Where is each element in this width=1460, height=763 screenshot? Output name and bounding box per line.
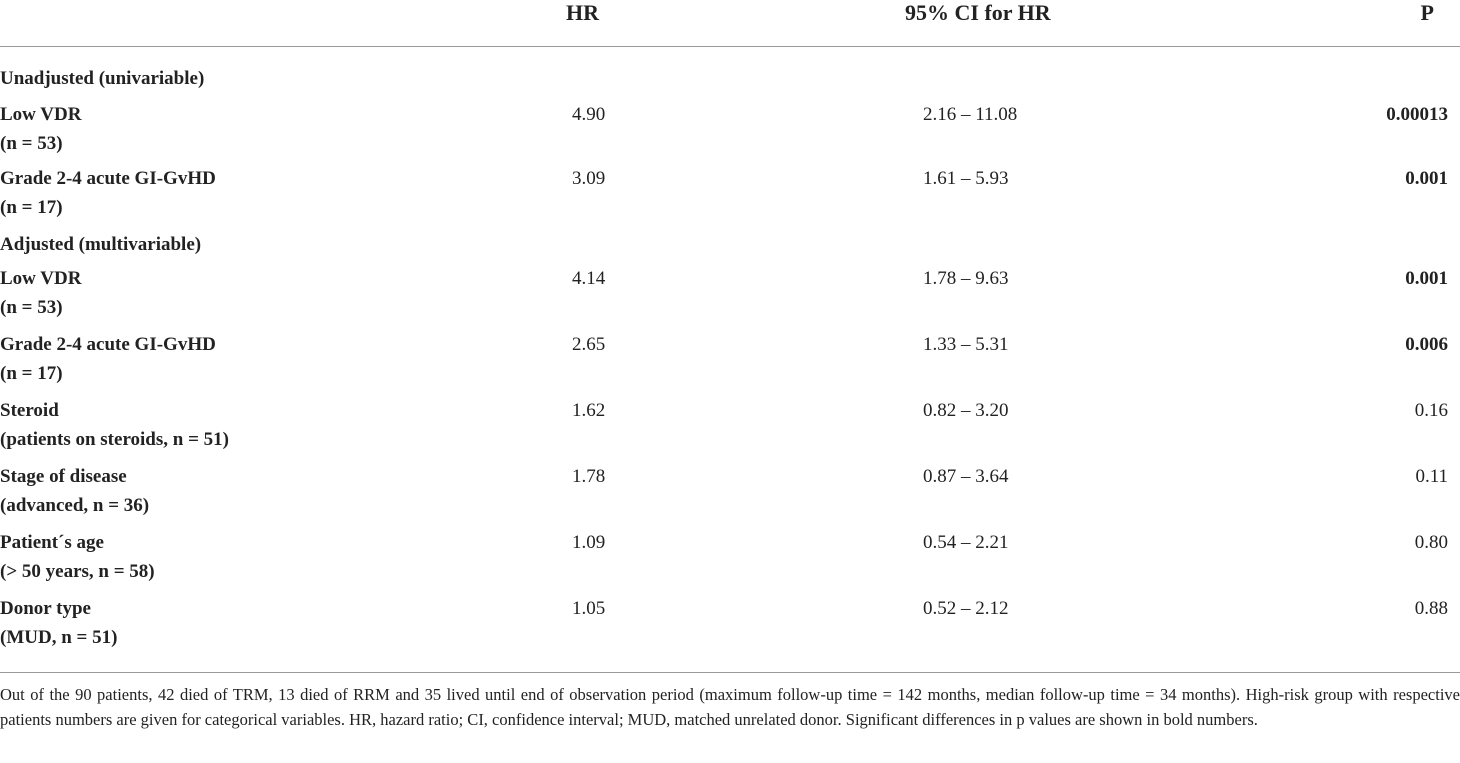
table-row [0, 396, 1460, 462]
header-hr: HR [460, 0, 710, 47]
row-label [0, 528, 460, 594]
row-label-detail: (n = 17) [0, 197, 63, 218]
row-label-name: Steroid [0, 400, 59, 421]
hr-value: 2.65 [572, 334, 606, 355]
table-row [0, 264, 1460, 330]
table-footnote: Out of the 90 patients, 42 died of TRM, 13 died of RRM and 35 lived until end of observation period (maximum follow-up time = 142 months, median follow-up time = 34 months). High-risk group with respective patients numbers are given for categorical variables. HR, hazard ratio; CI, confidence interval; MUD, matched unrelated donor. Significant differences in p values are shown in bold numbers. [0, 685, 1460, 729]
p-value: 0.001 [1405, 268, 1448, 289]
row-label-detail: (n = 53) [0, 297, 63, 318]
p-value: 0.006 [1405, 334, 1448, 355]
row-label-detail: (MUD, n = 51) [0, 627, 118, 648]
section-title: Unadjusted (univariable) [0, 68, 205, 89]
header-ci: 95% CI for HR [710, 0, 1210, 47]
table-row [0, 164, 1460, 230]
row-label-detail: (> 50 years, n = 58) [0, 561, 155, 582]
ci-value: 0.82 – 3.20 [923, 400, 1009, 421]
ci-value: 0.87 – 3.64 [923, 466, 1009, 487]
table-body [0, 47, 1460, 673]
header-row [0, 0, 1460, 47]
table-row [0, 462, 1460, 528]
row-label-name: Low VDR [0, 104, 82, 125]
row-label [0, 98, 460, 164]
ci-value: 0.54 – 2.21 [923, 532, 1009, 553]
row-label-name: Stage of disease [0, 466, 127, 487]
row-label-name: Patient´s age [0, 532, 104, 553]
p-value: 0.80 [1414, 532, 1448, 553]
table-row [0, 594, 1460, 673]
hr-value: 1.78 [572, 466, 606, 487]
section-header-row [0, 230, 1460, 264]
hr-value: 1.62 [572, 400, 606, 421]
ci-value: 0.52 – 2.12 [710, 594, 1210, 673]
table-row [0, 528, 1460, 594]
hr-value: 1.09 [572, 532, 606, 553]
row-label [0, 164, 460, 230]
p-value: 0.11 [1415, 466, 1448, 487]
row-label [0, 594, 460, 673]
p-value: 0.88 [1210, 594, 1460, 673]
ci-value: 2.16 – 11.08 [923, 104, 1018, 125]
row-label [0, 462, 460, 528]
row-label-name: Low VDR [0, 268, 82, 289]
hr-value: 4.14 [572, 268, 606, 289]
p-value: 0.001 [1405, 168, 1448, 189]
row-label-detail: (n = 17) [0, 363, 63, 384]
hr-value: 3.09 [572, 168, 606, 189]
row-label-name: Donor type [0, 598, 91, 619]
row-label-detail: (n = 53) [0, 133, 63, 154]
header-label [0, 0, 460, 47]
ci-value: 1.61 – 5.93 [923, 168, 1009, 189]
section-header-row [0, 47, 1460, 99]
row-label-detail: (advanced, n = 36) [0, 495, 150, 516]
row-label [0, 396, 460, 462]
row-label [0, 330, 460, 396]
ci-value: 1.78 – 9.63 [923, 268, 1009, 289]
row-label-detail: (patients on steroids, n = 51) [0, 429, 229, 450]
row-label-name: Grade 2-4 acute GI-GvHD [0, 168, 216, 189]
section-title: Adjusted (multivariable) [0, 234, 202, 255]
row-label [0, 264, 460, 330]
hr-value: 1.05 [460, 594, 710, 673]
hr-value: 4.90 [572, 104, 606, 125]
table-row [0, 98, 1460, 164]
p-value: 0.16 [1414, 400, 1448, 421]
header-p: P [1210, 0, 1460, 47]
table-row [0, 330, 1460, 396]
row-label-name: Grade 2-4 acute GI-GvHD [0, 334, 216, 355]
table-header [0, 0, 1460, 47]
ci-value: 1.33 – 5.31 [923, 334, 1009, 355]
p-value: 0.00013 [1386, 104, 1448, 125]
